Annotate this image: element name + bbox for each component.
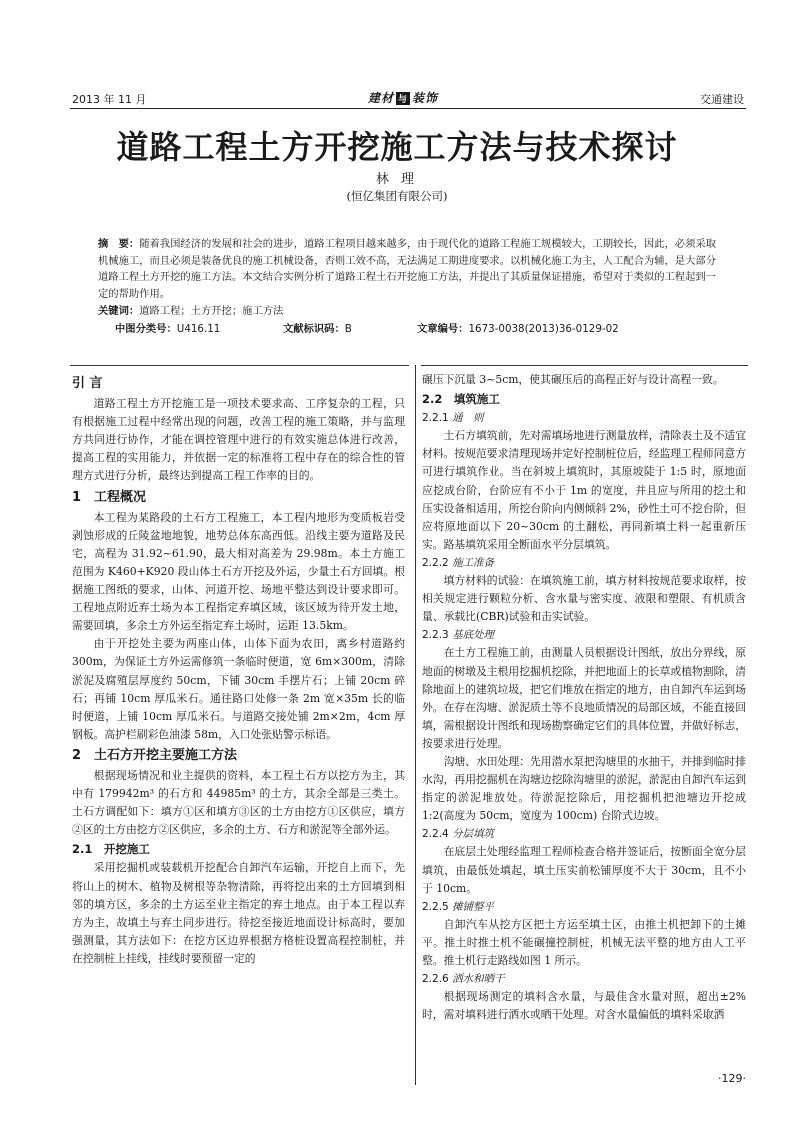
left-column-rule	[70, 365, 409, 366]
paragraph: 填方材料的试验：在填筑施工前，填方材料按规范要求取样，按相关规定进行颗粒分析、含水量与密实度、液限和塑限、有机质含量、承载比(CBR)试验和击实试验。	[422, 574, 746, 624]
article-number: 文章编号：1673-0038(2013)36-0129-02	[417, 323, 619, 335]
author: 林 理	[375, 172, 419, 187]
heading-2-2-5: 2.2.5 摊铺整平	[422, 900, 495, 913]
abstract	[98, 236, 716, 302]
issue-date: 2013 年 11 月	[72, 93, 147, 106]
abstract-text: 随着我国经济的发展和社会的进步，道路工程项目越来越多，由于现代化的道路工程施工规模较大，工期较长，因此，必须采取机械施工，而且必须是装备优良的施工机械设备，否则工效不高，无法满足工期进度要求。以机械化施工为主，人工配合为辅，是大部分道路工程土方开挖的施工方法。本文结合实例分析了道路工程土石开挖施工方法，并提出了其质量保证措施，希望对于类似的工程起到一定的帮助作用。	[98, 238, 717, 300]
paragraph: 在土方工程施工前，由测量人员根据设计图纸，放出分界线，原地面的树墩及主根用挖掘机挖除，并把地面上的长草或植物割除，清除地面上的建筑垃圾，把它们堆放在指定的地方，由自卸汽车运到场外。在存在沟塘、淤泥质土等不良地质情况的局部区域，不能直接回填，需根据设计图纸和现场勘察确定它们的具体位置，并做好标志，按要求进行处理。	[422, 646, 746, 750]
journal-name	[368, 89, 438, 106]
keywords-text: 道路工程；土方开挖；施工方法	[139, 305, 284, 317]
keywords-label: 关键词：	[98, 305, 140, 317]
left-column	[72, 372, 405, 968]
paragraph: 由于开挖处主要为两座山体，山体下面为农田，离乡村道路约 300m，为保证土方外运需修筑一条临时便道，宽 6m×300m，清除淤泥及腐殖层厚度约 50cm，下铺 30cm 手摆片石；上铺 20cm 碎石；再铺 10cm 厚瓜米石。通往路口处修一条 2m 宽×35m 长的临时便道，上铺 10cm 厚瓜米石。与道路交接处铺 2m×2m，4cm 厚钢板。高护栏刷彩色油漆 58m，入口处张贴警示标语。	[72, 637, 405, 741]
paragraph: 碾压下沉量 3~5cm，使其碾压后的高程正好与设计高程一致。	[422, 373, 724, 386]
abstract-label: 摘 要：	[98, 238, 140, 250]
heading-2-2-4: 2.2.4 分层填筑	[422, 828, 495, 841]
heading-intro: 引 言	[72, 376, 103, 391]
journal-logo-box: 与	[396, 92, 410, 105]
column-divider	[415, 365, 416, 1085]
paragraph: 自卸汽车从挖方区把土方运至填土区，由推土机把卸下的土摊平。推土时推土机不能碾撞控制桩，机械无法平整的地方由人工平整。推土机行走路线如图 1 所示。	[422, 917, 746, 967]
paragraph: 土石方填筑前，先对需填场地进行测量放样，清除表土及不适宜材料。按规范要求清理现场并定好控制桩位后，经监理工程师同意方可进行填筑作业。当在斜坡上填筑时，其原坡陡于 1:5 时，原地面应挖成台阶，台阶应有不小于 1m 的宽度，并且应与所用的挖土和压实设备相适用，所挖台阶向内侧倾斜 2%，砂性土可不挖台阶，但应将原地面以下 20~30cm 的土翻松，再同新填土料一起重新压实。路基填筑采用全断面水平分层填筑。	[422, 429, 746, 551]
right-column	[422, 371, 746, 1024]
clc-number: 中图分类号：U416.11	[115, 323, 221, 335]
heading-2-2-2: 2.2.2 施工准备	[422, 556, 495, 569]
right-column-rule	[421, 365, 748, 366]
affiliation: (恒亿集团有限公司)	[346, 189, 448, 203]
paper-title: 道路工程土方开挖施工方法与技术探讨	[116, 128, 678, 166]
heading-section-2: 2 土石方开挖主要施工方法	[72, 747, 238, 763]
page-number: ·129·	[718, 1072, 746, 1085]
heading-2-2-6: 2.2.6 洒水和晒干	[422, 973, 505, 986]
heading-2-2-1: 2.2.1 通 则	[422, 412, 484, 425]
heading-2-2-3: 2.2.3 基底处理	[422, 629, 495, 642]
section-name: 交通建设	[700, 93, 744, 106]
heading-section-2-1: 2.1 开挖施工	[72, 842, 150, 857]
paragraph: 道路工程土方开挖施工是一项技术要求高、工序复杂的工程，只有根据施工过程中经常出现的问题，改善工程的施工策略，并与监理方共同进行协作，才能在调控管理中进行的有效实施总体进行改善，提高工程的实用能力，并依据一定的标准将工程中存在的综合性的管理方式进行分析，最终达到提高工程工作率的目的。	[72, 397, 405, 483]
paragraph: 采用挖掘机或装载机开挖配合自卸汽车运输，开挖自上而下，先将山上的树木、植物及树根等杂物清除，再将挖出来的土方回填到相邻的填方区，多余的土方运至业主指定的弃土地点。由于本工程以弃方为主，故填土与弃土同步进行。待挖至接近地面设计标高时，要加强测量，其方法如下：在挖方区边界根据方格桩设置高程控制桩，并在控制桩上挂线，挂线时要预留一定的	[72, 861, 405, 965]
journal-name-b: 装饰	[412, 91, 439, 105]
heading-section-1: 1 工程概况	[72, 489, 147, 505]
paragraph: 在底层土处理经监理工程师检查合格并签证后，按断面全宽分层填筑，由最低处填起，填土压实前松铺厚度不大于 30cm，且不小于 10cm。	[422, 845, 746, 895]
paragraph: 根据现场情况和业主提供的资料，本工程土石方以挖方为主，其中有 179942m³ 的石方和 44985m³ 的土方，其余全部是三类土。土石方调配如下：填方①区和填方③区的土方由挖方①区供应，填方②区的土方由挖方②区供应，多余的土方、石方和淤泥等全部外运。	[72, 768, 405, 837]
paragraph: 本工程为某路段的土石方工程施工，本工程内地形为变质板岩受剥蚀形成的丘陵盆地地貌，地势总体东高西低。沿线主要为道路及民宅，高程为 31.92~61.90，最大相对高差为 29.98m。本土方施工范围为 K460+K920 段山体土石方开挖及外运，少量土石方回填。根据施工图纸的要求，山体、河道开挖、场地平整达到设计要求即可。工程地点附近弃土场为本工程指定弃填区域，该区域为待开发土地，需要回填，多余土方外运至指定弃土场时，运距 13.5km。	[72, 510, 405, 633]
header-rule	[70, 108, 746, 109]
journal-name-a: 建材	[368, 91, 395, 105]
document-code: 文献标识码：B	[283, 323, 352, 335]
heading-section-2-2: 2.2 填筑施工	[422, 392, 500, 407]
keywords	[98, 302, 716, 317]
paragraph: 沟塘、水田处理：先用潜水泵把沟塘里的水抽干，并排到临时排水沟，再用挖掘机在沟塘边挖除沟塘里的淤泥，淤泥由自卸汽车运到指定的淤泥堆放处。待淤泥挖除后，用挖掘机把池塘边开挖成 1:2(高度为 50cm，宽度为 100cm) 台阶式边坡。	[422, 754, 746, 823]
paragraph: 根据现场测定的填料含水量，与最佳含水量对照，超出±2%时，需对填料进行洒水或晒干处理。对含水量偏低的填料采取洒	[422, 990, 746, 1022]
